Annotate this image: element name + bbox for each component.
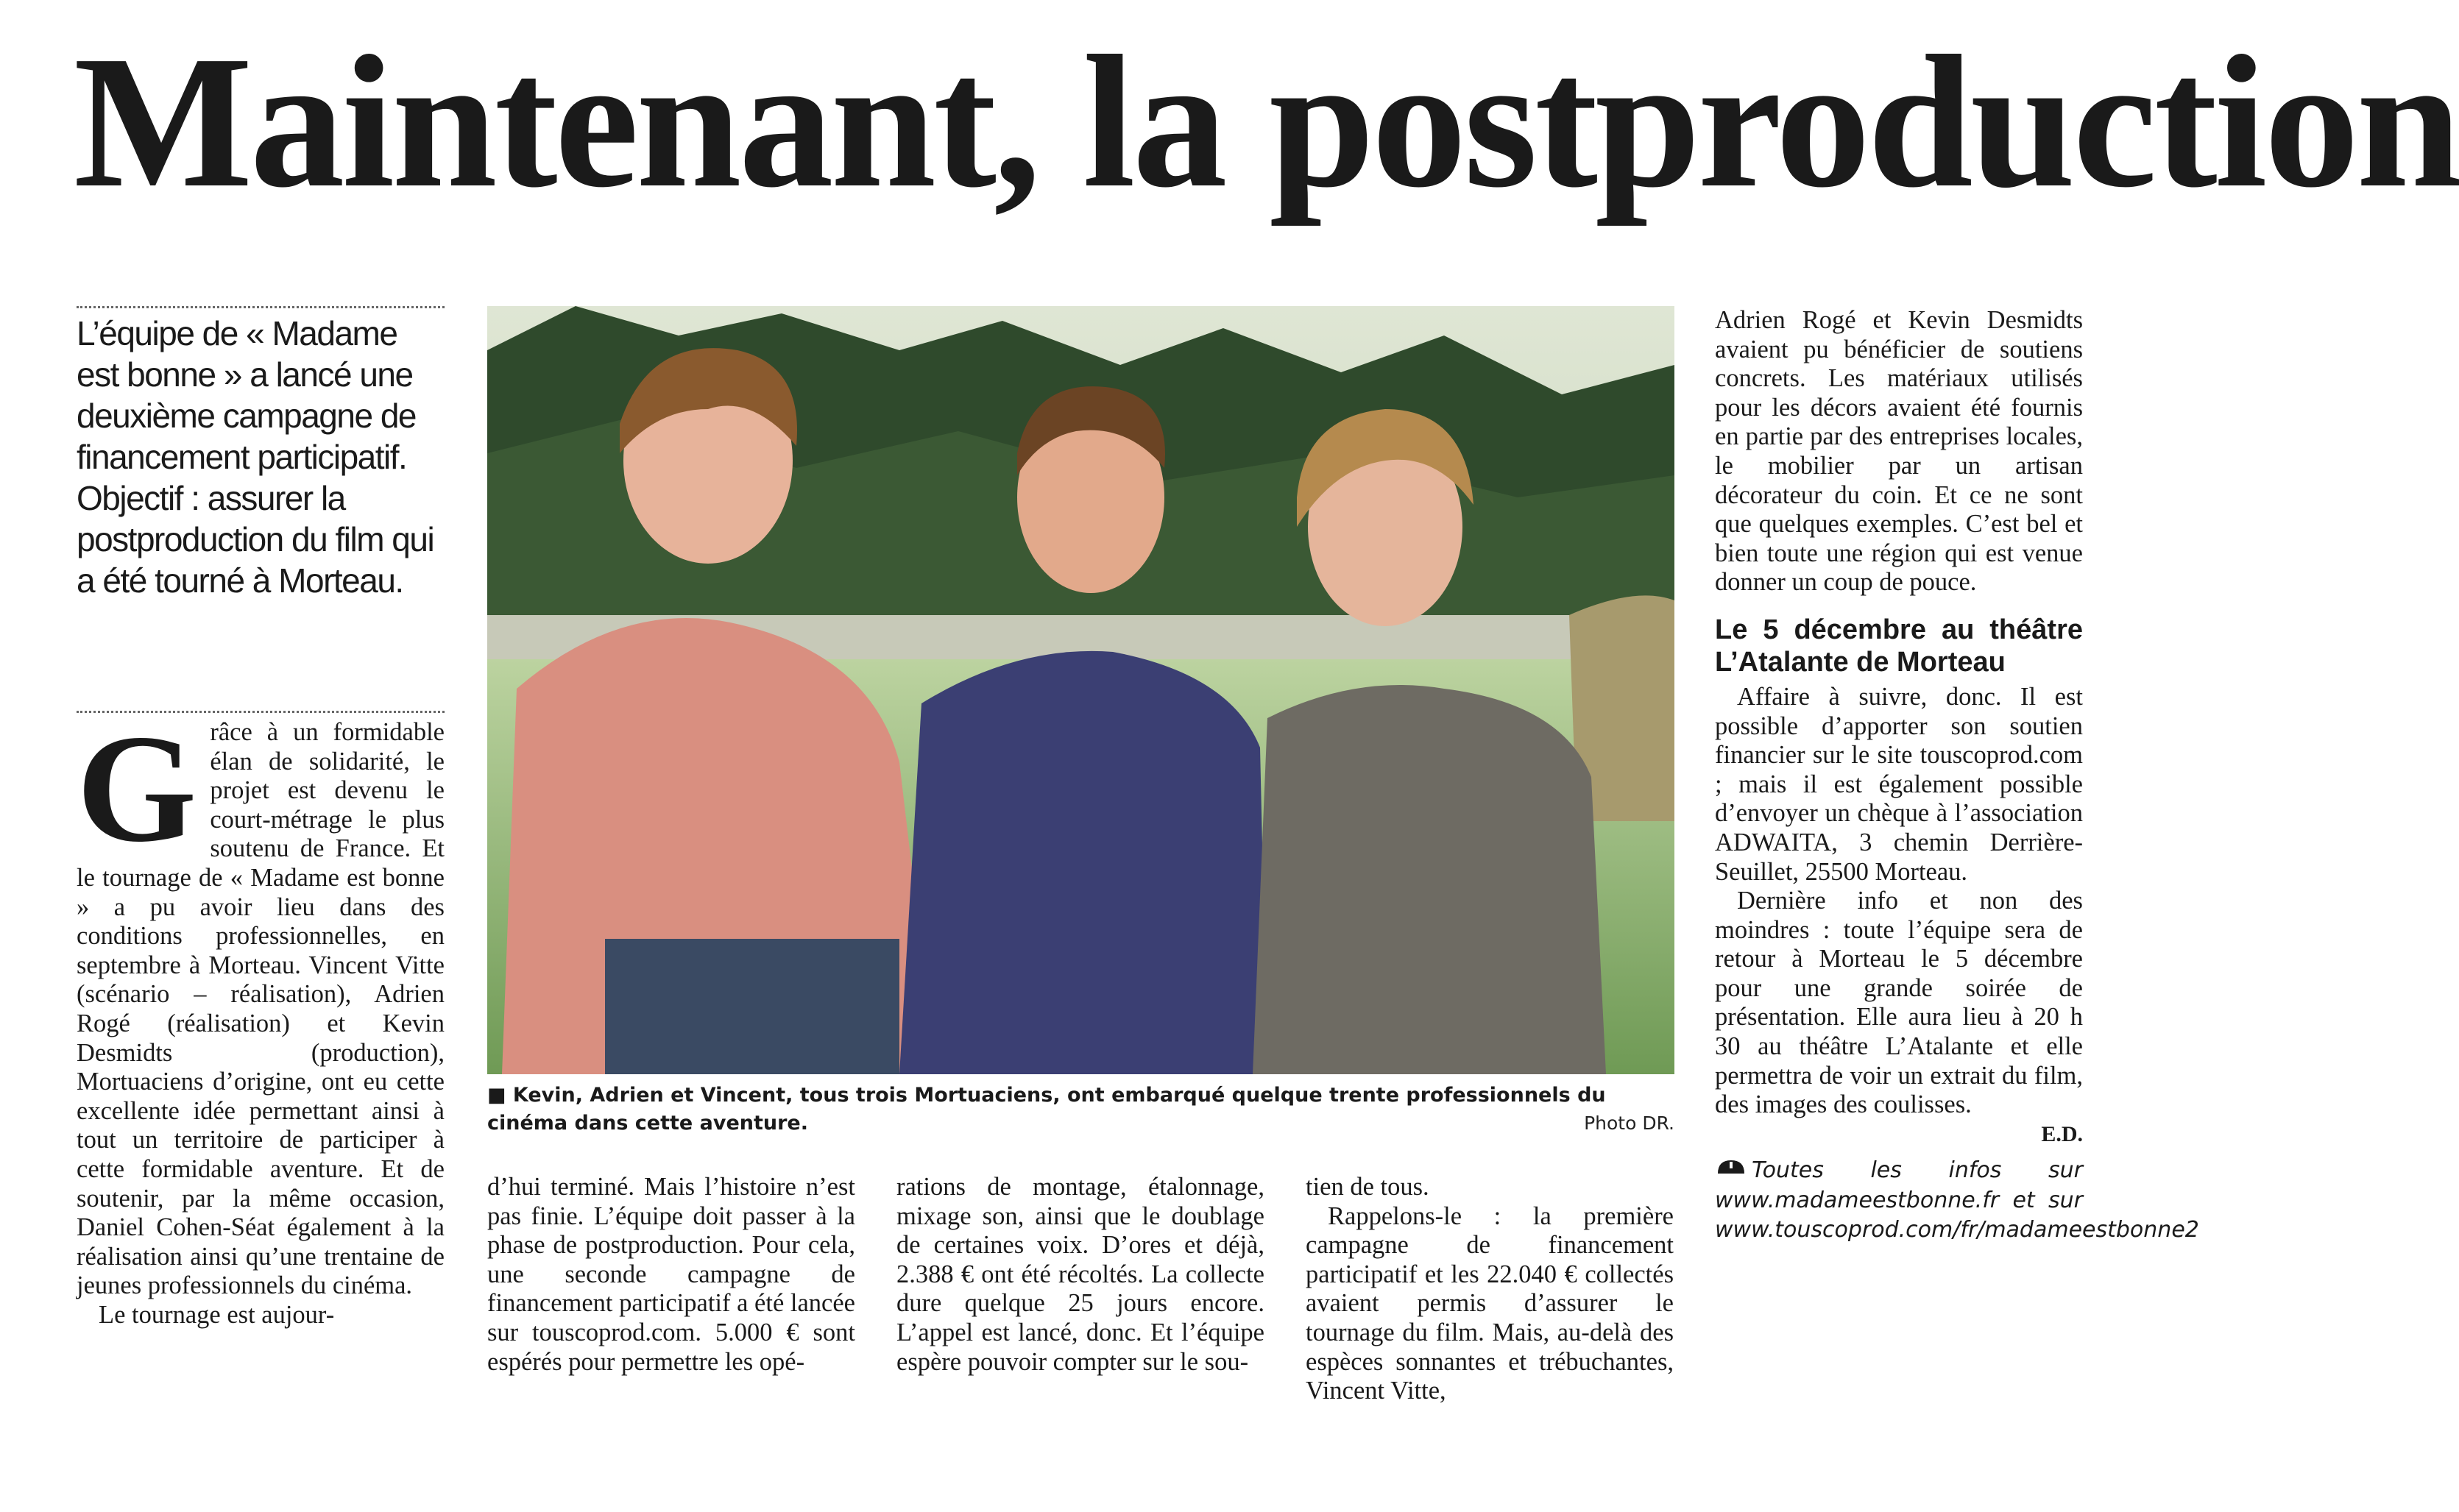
column-4-paragraph-1: tien de tous. bbox=[1306, 1173, 1429, 1201]
photo-caption bbox=[487, 1082, 1674, 1137]
lead-block bbox=[77, 313, 445, 601]
column-3 bbox=[896, 1173, 1264, 1377]
lead-top-rule bbox=[77, 306, 445, 308]
column-3-text: rations de montage, étalonnage, mixage son, ainsi que le doublage de certaines voix. D’ores et déjà, 2.388 € ont été récoltés. La collecte dure quelque 25 jours encore. L’appel est lancé, donc. Et l’équipe espère pouvoir compter sur le sou- bbox=[896, 1173, 1264, 1376]
column-2-text: d’hui terminé. Mais l’histoire n’est pas finie. L’équipe doit passer à la phase de postproduction. Pour cela, une seconde campagne de financement participatif a été lancée sur touscoprod.com. 5.000 € sont espérés pour permettre les opé- bbox=[487, 1173, 855, 1376]
info-box bbox=[1715, 1156, 2199, 1245]
caption-text: Kevin, Adrien et Vincent, tous trois Mortuaciens, ont embarqué quelque trente professionnels du cinéma dans cette aventure. bbox=[487, 1084, 1606, 1135]
column-4 bbox=[1306, 1173, 1674, 1406]
caption-marker-icon: ■ bbox=[487, 1084, 506, 1107]
lead-text-2: Objectif : assurer la postproduction du film qui a été tourné à Morteau. bbox=[77, 479, 434, 600]
lead-text-1: L’équipe de « Madame est bonne » a lancé une deuxième campagne de financement participatif. bbox=[77, 314, 416, 476]
column-1 bbox=[77, 703, 445, 1330]
column-5-paragraph-1: Adrien Rogé et Kevin Desmidts avaient pu bénéficier de soutiens concrets. Les matériaux utilisés pour les décors avaient été fournis en partie par des entreprises locales, le mobilier par un artisan décorateur du coin. Et ce ne sont que quelques exemples. C’est bel et bien toute une région qui est venue donner un coup de pouce. bbox=[1715, 306, 2083, 597]
subheading: Le 5 décembre au théâtre L’Atalante de Morteau bbox=[1715, 614, 2083, 678]
column-5-paragraph-2: Affaire à suivre, donc. Il est possible d’apporter son soutien financier sur le site touscoprod.com ; mais il est également possible d’envoyer un chèque à l’association ADWAITA, 3 chemin Derrière-Seuillet, 25500 Morteau. bbox=[1715, 682, 2083, 886]
photo-illustration bbox=[487, 306, 1674, 1074]
column-1-paragraph-2: Le tournage est aujour- bbox=[99, 1300, 335, 1329]
mouse-icon bbox=[1715, 1156, 1747, 1186]
column-5-paragraph-3: Dernière info et non des moindres : toute l’équipe sera de retour à Morteau le 5 décembre pour une grande soirée de présentation. Elle aura lieu à 20 h 30 au théâtre L’Atalante et elle permettra de voir un extrait du film, des images des coulisses. bbox=[1715, 887, 2083, 1119]
info-text: Toutes les infos sur www.madameestbonne.fr et sur www.touscoprod.com/fr/madameestbonne2 bbox=[1715, 1157, 2199, 1243]
column-5 bbox=[1715, 306, 2199, 1245]
column-4-paragraph-2: Rappelons-le : la première campagne de financement participatif et les 22.040 € collectés avaient permis d’assurer le tournage du film. Mais, au-delà des espèces sonnantes et trébuchantes, Vincent Vitte, bbox=[1306, 1202, 1674, 1405]
headline: Maintenant, la postproduction bbox=[74, 16, 2459, 227]
column-2 bbox=[487, 1173, 855, 1377]
article-photo bbox=[487, 306, 1674, 1074]
author-signature: E.D. bbox=[2041, 1121, 2083, 1146]
drop-cap: G bbox=[77, 703, 197, 874]
column-1-paragraph-1: râce à un formidable élan de solidarité, le projet est devenu le court-métrage le plus soutenu de France. Et le tournage de « Madame est bonne » a pu avoir lieu dans des conditions professionnelles, en septembre à Morteau. Vincent Vitte (scénario – réalisation), Adrien Rogé (réalisation) et Kevin Desmidts (production), Mortuaciens d’origine, ont eu cette excellente idée permettant ainsi à tout un territoire de participer à cette formidable aventure. Et de soutenir, par la même occasion, Daniel Cohen-Séat également à la réalisation ainsi qu’une trentaine de jeunes professionnels du cinéma. bbox=[77, 718, 445, 1300]
photo-credit: Photo DR. bbox=[1584, 1112, 1674, 1134]
